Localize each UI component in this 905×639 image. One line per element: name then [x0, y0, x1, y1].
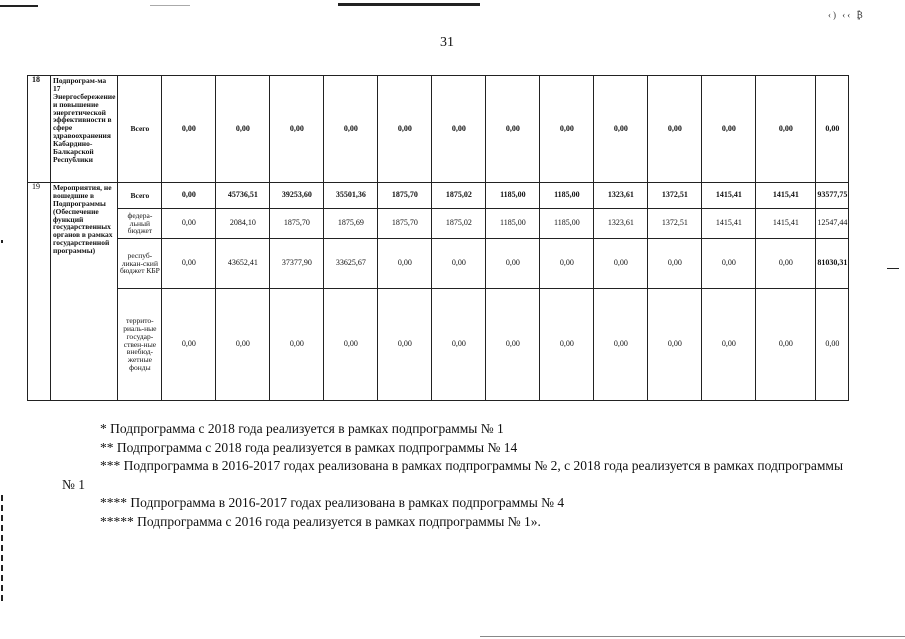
- value-cell: 93577,75: [816, 183, 849, 209]
- value-cell: 1185,00: [540, 209, 594, 239]
- value-cell: 0,00: [378, 289, 432, 401]
- funding-source: федера-льный бюджет: [118, 209, 162, 239]
- program-name: Мероприятия, не вошедшие в Подпрограммы (Обеспечение функций государственных органов в рамках государственной программы): [51, 183, 118, 401]
- value-cell: 37377,90: [270, 239, 324, 289]
- value-cell: 1323,61: [594, 209, 648, 239]
- value-cell: 1415,41: [756, 209, 816, 239]
- row-number: 18: [28, 76, 51, 183]
- row-number: 19: [28, 183, 51, 401]
- value-cell: 0,00: [216, 76, 270, 183]
- value-cell: 1185,00: [540, 183, 594, 209]
- footnote-1: * Подпрограмма с 2018 года реализуется в рамках подпрограммы № 1: [100, 421, 504, 436]
- page-number: 31: [440, 35, 454, 50]
- value-cell: 43652,41: [216, 239, 270, 289]
- footnote-4: **** Подпрограмма в 2016-2017 годах реализована в рамках подпрограммы № 4: [100, 495, 565, 510]
- value-cell: 0,00: [432, 76, 486, 183]
- value-cell: 1185,00: [486, 209, 540, 239]
- value-cell: 39253,60: [270, 183, 324, 209]
- value-cell: 0,00: [162, 239, 216, 289]
- value-cell: 0,00: [594, 289, 648, 401]
- value-cell: 0,00: [702, 76, 756, 183]
- value-cell: 0,00: [216, 289, 270, 401]
- footnote-5: ***** Подпрограмма с 2016 года реализуется в рамках подпрограммы № 1».: [100, 513, 541, 529]
- value-cell: 1875,69: [324, 209, 378, 239]
- value-cell: 0,00: [162, 289, 216, 401]
- footnote-2: ** Подпрограмма с 2018 года реализуется в рамках подпрограммы № 14: [100, 439, 518, 455]
- value-cell: 1415,41: [702, 183, 756, 209]
- value-cell: 1323,61: [594, 183, 648, 209]
- funding-source: Всего: [118, 183, 162, 209]
- value-cell: 1415,41: [756, 183, 816, 209]
- value-cell: 0,00: [324, 289, 378, 401]
- value-cell: 0,00: [540, 239, 594, 289]
- value-cell: 0,00: [648, 239, 702, 289]
- scan-line-top-center: [338, 3, 480, 6]
- program-name: Подпрограм-ма 17 Энергосбережение и повышение энергетической эффективности в сфере здравоохранения Кабардино-Балкарской Республики: [51, 76, 118, 183]
- value-cell: 33625,67: [324, 239, 378, 289]
- funding-source: Всего: [118, 76, 162, 183]
- funding-source: респуб-ликан-ский бюджет КБР: [118, 239, 162, 289]
- scan-edge-left: [1, 495, 3, 605]
- scan-line-top-left: [0, 5, 38, 7]
- footnote-3: *** Подпрограмма в 2016-2017 годах реализована в рамках подпрограммы № 2, с 2018 года реализуется в рамках подпрограммы № 1: [62, 458, 844, 492]
- value-cell: 0,00: [162, 209, 216, 239]
- value-cell: 1415,41: [702, 209, 756, 239]
- value-cell: 2084,10: [216, 209, 270, 239]
- scan-line-bottom: [480, 636, 905, 637]
- budget-table: [27, 75, 849, 401]
- value-cell: 0,00: [378, 76, 432, 183]
- value-cell: 0,00: [540, 76, 594, 183]
- scan-tick-left: [1, 240, 3, 243]
- table-row-19-federal: [28, 209, 849, 239]
- value-cell: 0,00: [816, 76, 849, 183]
- table-row-18: [28, 76, 849, 183]
- value-cell: 0,00: [270, 289, 324, 401]
- table-row-19-republic: [28, 239, 849, 289]
- value-cell: 0,00: [486, 76, 540, 183]
- value-cell: 1875,02: [432, 183, 486, 209]
- funding-source: террито-риаль-ные государ-ствен-ные внебюд-жетные фонды: [118, 289, 162, 401]
- value-cell: 0,00: [486, 289, 540, 401]
- value-cell: 0,00: [756, 289, 816, 401]
- value-cell: 0,00: [162, 183, 216, 209]
- value-cell: 0,00: [816, 289, 849, 401]
- value-cell: 1372,51: [648, 209, 702, 239]
- value-cell: 35501,36: [324, 183, 378, 209]
- value-cell: 0,00: [702, 289, 756, 401]
- value-cell: 0,00: [432, 289, 486, 401]
- value-cell: 0,00: [756, 239, 816, 289]
- table-row-19-total: [28, 183, 849, 209]
- scan-tick-right: [887, 268, 899, 269]
- value-cell: 0,00: [594, 239, 648, 289]
- corner-mark: ‹) ‹‹ ₿: [828, 10, 865, 20]
- value-cell: 0,00: [324, 76, 378, 183]
- value-cell: 12547,44: [816, 209, 849, 239]
- value-cell: 1185,00: [486, 183, 540, 209]
- value-cell: 1875,70: [378, 209, 432, 239]
- value-cell: 0,00: [378, 239, 432, 289]
- table-row-19-funds: [28, 289, 849, 401]
- value-cell: 0,00: [540, 289, 594, 401]
- value-cell: 81030,31: [816, 239, 849, 289]
- value-cell: 0,00: [432, 239, 486, 289]
- value-cell: 1875,70: [378, 183, 432, 209]
- value-cell: 0,00: [486, 239, 540, 289]
- value-cell: 1875,70: [270, 209, 324, 239]
- value-cell: 0,00: [162, 76, 216, 183]
- value-cell: 0,00: [702, 239, 756, 289]
- value-cell: 0,00: [756, 76, 816, 183]
- value-cell: 0,00: [594, 76, 648, 183]
- value-cell: 1372,51: [648, 183, 702, 209]
- value-cell: 0,00: [648, 76, 702, 183]
- value-cell: 1875,02: [432, 209, 486, 239]
- value-cell: 45736,51: [216, 183, 270, 209]
- value-cell: 0,00: [648, 289, 702, 401]
- value-cell: 0,00: [270, 76, 324, 183]
- scan-line-top-faint: [150, 5, 190, 6]
- footnotes: [62, 420, 852, 531]
